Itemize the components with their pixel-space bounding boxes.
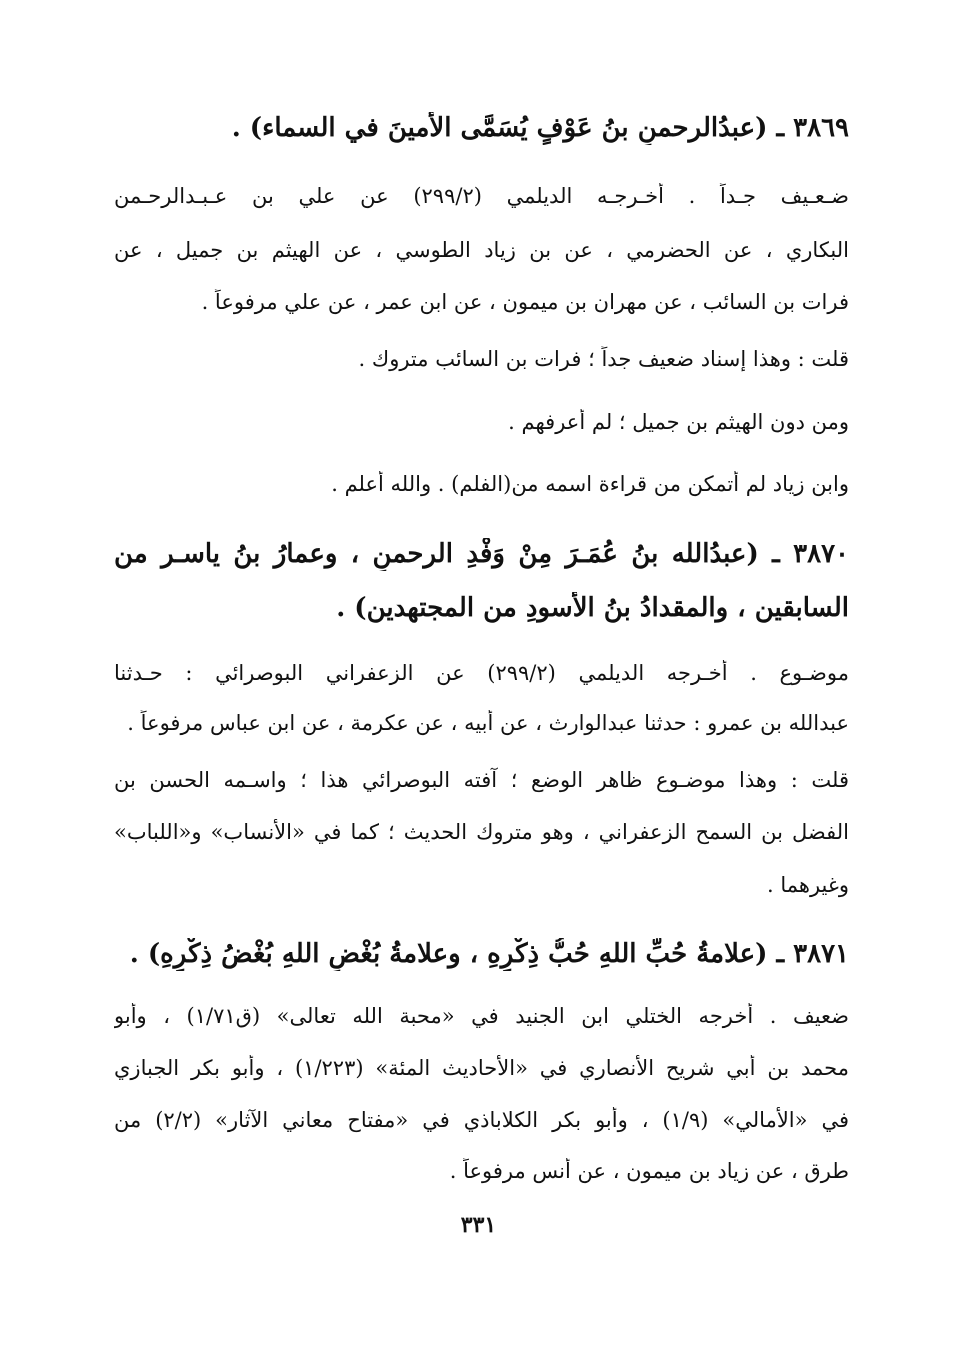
entry-grade-line: في «الأمالي» (١/٩) ، وأبو بكر الكلاباذي في «مفتاح معاني الآثار» (٢/٢) من: [114, 1108, 849, 1132]
entry-grade-line: محمد بن أبي شريح الأنصاري في «الأحاديث المئة» (١/٢٢٣) ، وأبو بكر الجبازي: [114, 1056, 849, 1080]
entry-grade-line: ضـعـيف جـداً . أخـرجـه الديلمي (٢٩٩/٢) عن علي بن عـبـدالرحـمن: [114, 184, 849, 208]
page-number: ٣٣١: [460, 1212, 497, 1238]
entry-grade-line: عبدالله بن عمرو : حدثنا عبدالوارث ، عن أبيه ، عن عكرمة ، عن ابن عباس مرفوعاً .: [127, 711, 849, 735]
entry-comment-line: وغيرهما .: [766, 873, 849, 897]
entry-comment-line: قلت : وهذا إسناد ضعيف جداً ؛ فرات بن السائب متروك .: [358, 347, 849, 371]
entry-grade-line: طرق ، عن زياد بن ميمون ، عن أنس مرفوعاً .: [449, 1159, 849, 1183]
entry-heading: ٣٨٧١ ـ (علامةُ حُبِّ اللهِ حُبُّ ذِكْرِهِ ، وعلامةُ بُغْضِ اللهِ بُغْضُ ذِكْرِهِ) .: [129, 939, 849, 969]
entry-grade-line: فرات بن السائب ، عن مهران بن ميمون ، عن ابن عمر ، عن علي مرفوعاً .: [201, 290, 849, 314]
entry-grade-line: ضعيف . أخرجه الختلي ابن الجنيد في «محبة الله تعالى» (ق١/٧١) ، وأبو: [114, 1004, 849, 1028]
entry-grade-line: البكاري ، عن الحضرمي ، عن بن زياد الطوسي ، عن الهيثم بن جميل ، عن: [114, 238, 849, 262]
entry-comment-line: ومن دون الهيثم بن جميل ؛ لم أعرفهم .: [508, 410, 849, 434]
entry-comment-line: وابن زياد لم أتمكن من قراءة اسمه من(الفلم) . والله أعلم .: [331, 472, 849, 496]
entry-heading: ٣٨٦٩ ـ (عبدُالرحمنِ بنُ عَوْفٍ يُسَمَّى الأمينَ في السماء) .: [231, 113, 849, 143]
entry-comment-line: الفضل بن السمح الزعفراني ، وهو متروك الحديث ؛ كما في «الأنساب» و«اللباب»: [114, 820, 849, 844]
entry-comment-line: قلت : وهذا موضـوع ظاهر الوضع ؛ آفته البوصرائي هذا ؛ واسـمه الحسن بن: [114, 768, 849, 792]
entry-grade-line: موضـوع . أخـرجه الديلمي (٢٩٩/٢) عن الزعفراني البوصرائي : حـدثنا: [114, 661, 849, 685]
entry-heading: ٣٨٧٠ ـ (عبدُالله بنُ عُمَـرَ مِنْ وَفْدِ الرحمنِ ، وعمارُ بنُ ياسـر من: [114, 539, 849, 569]
entry-heading: السابقين ، والمقدادُ بنُ الأسودِ من المجتهدين) .: [336, 593, 849, 623]
